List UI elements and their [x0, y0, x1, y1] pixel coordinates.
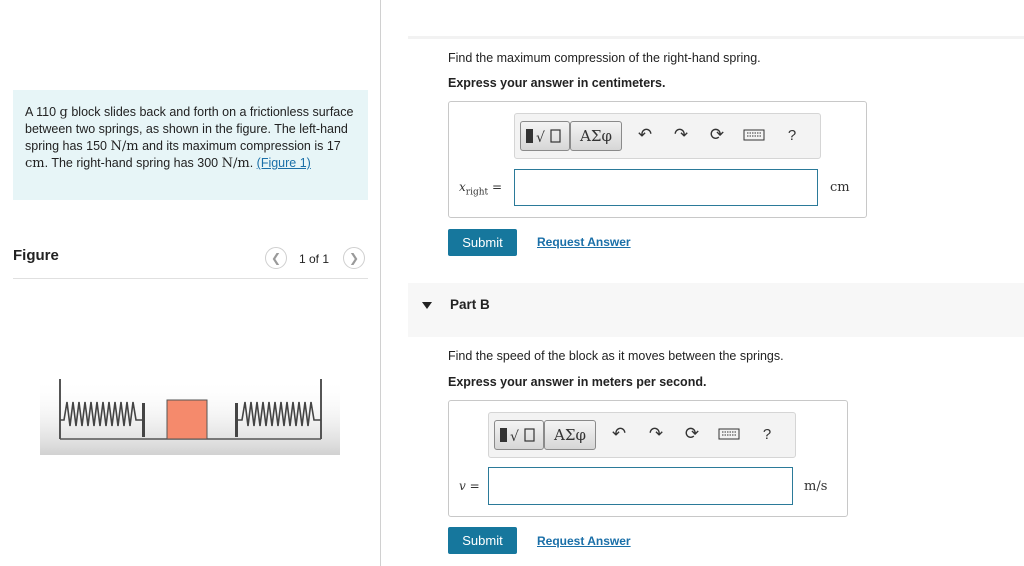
- redo-icon: ↷: [648, 424, 664, 443]
- figure-pager: 1 of 1: [299, 252, 330, 266]
- part-a-top-border: [408, 36, 1024, 39]
- templates-icon: [498, 425, 540, 445]
- part-b-variable-label: v =: [459, 479, 480, 493]
- reset-button[interactable]: [706, 124, 728, 146]
- keyboard-icon: [743, 128, 765, 142]
- part-b-header[interactable]: [408, 283, 1024, 337]
- part-b-toolbar: [488, 412, 796, 458]
- undo-button[interactable]: [634, 124, 656, 146]
- part-a-question: Find the maximum compression of the right-hand spring.: [448, 51, 761, 65]
- part-a-unit: cm: [830, 180, 850, 195]
- chevron-left-icon: ❮: [270, 251, 282, 265]
- greek-symbols-button[interactable]: ΑΣφ: [544, 420, 596, 450]
- collapse-caret-icon[interactable]: [422, 302, 432, 309]
- keyboard-button[interactable]: [743, 124, 765, 146]
- block: [167, 400, 207, 439]
- part-b-title[interactable]: Part B: [450, 297, 490, 312]
- keyboard-button[interactable]: [718, 423, 740, 445]
- figure-link[interactable]: (Figure 1): [256, 156, 311, 170]
- undo-icon: ↶: [611, 424, 627, 443]
- chevron-right-icon: ❯: [348, 251, 360, 265]
- part-a-toolbar: [514, 113, 821, 159]
- prev-figure-button[interactable]: [265, 247, 287, 269]
- part-a-answer-input[interactable]: [514, 169, 818, 206]
- keyboard-icon: [718, 427, 740, 441]
- redo-button[interactable]: [645, 423, 667, 445]
- templates-button[interactable]: [520, 121, 570, 151]
- svg-text:√: √: [536, 130, 545, 146]
- part-a-variable-label: $x_{right}$ =: [459, 180, 503, 198]
- part-a-submit-button[interactable]: Submit: [448, 229, 517, 256]
- left-pane: [0, 0, 381, 566]
- figure-title: Figure: [13, 247, 59, 264]
- templates-icon: [524, 126, 566, 146]
- part-b-submit-button[interactable]: Submit: [448, 527, 517, 554]
- part-b-unit: m/s: [804, 479, 828, 494]
- reset-icon: ⟳: [684, 424, 700, 443]
- pane-divider[interactable]: [380, 0, 381, 566]
- templates-button[interactable]: [494, 420, 544, 450]
- undo-button[interactable]: [608, 423, 630, 445]
- spring-plate-left: [142, 403, 145, 437]
- redo-button[interactable]: [670, 124, 692, 146]
- svg-text:√: √: [510, 429, 519, 445]
- part-b-instruction: Express your answer in meters per second.: [448, 375, 707, 389]
- part-b-request-answer-link[interactable]: Request Answer: [537, 534, 631, 548]
- problem-statement: A 110 g block slides back and forth on a frictionless surface between two springs, as shown in the figure. The left-hand spring has 150 N/m and its maximum compression is 17 cm. The right-hand spring has 300 N/m. (Figure 1): [25, 105, 354, 171]
- part-b-question: Find the speed of the block as it moves between the springs.: [448, 349, 784, 363]
- help-button[interactable]: ?: [762, 425, 772, 443]
- redo-icon: ↷: [673, 125, 689, 144]
- next-figure-button[interactable]: [343, 247, 365, 269]
- spring-block-figure: [40, 375, 340, 455]
- part-a-request-answer-link[interactable]: Request Answer: [537, 235, 631, 249]
- reset-button[interactable]: [681, 423, 703, 445]
- part-a-instruction: Express your answer in centimeters.: [448, 76, 666, 90]
- greek-symbols-button[interactable]: ΑΣφ: [570, 121, 622, 151]
- figure-separator: [13, 278, 368, 279]
- undo-icon: ↶: [637, 125, 653, 144]
- part-b-answer-input[interactable]: [488, 467, 793, 505]
- help-button[interactable]: ?: [787, 126, 797, 144]
- reset-icon: ⟳: [709, 125, 725, 144]
